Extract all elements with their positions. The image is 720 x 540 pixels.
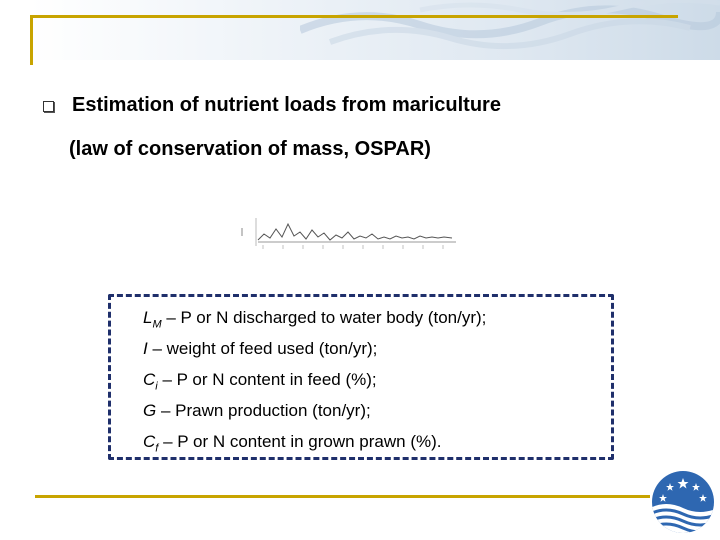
definition-text: – P or N discharged to water body (ton/yr); bbox=[161, 308, 487, 327]
slide-heading: Estimation of nutrient loads from mariculture bbox=[72, 94, 501, 116]
subscript: i bbox=[155, 380, 158, 393]
symbol: G bbox=[143, 401, 157, 420]
definition-text: – weight of feed used (ton/yr); bbox=[147, 339, 378, 358]
subscript: f bbox=[155, 442, 159, 455]
gold-rule-left bbox=[30, 15, 33, 65]
symbol: C bbox=[143, 432, 156, 451]
definition-text: – Prawn production (ton/yr); bbox=[156, 401, 371, 420]
wave-pattern-decoration bbox=[300, 0, 720, 50]
definition-text: – P or N content in grown prawn (%). bbox=[158, 432, 442, 451]
gold-rule-bottom bbox=[35, 495, 650, 498]
definition-i bbox=[143, 339, 377, 361]
definition-ci bbox=[143, 370, 377, 392]
globe-wave-logo-icon bbox=[648, 470, 718, 534]
header-decoration bbox=[30, 0, 720, 60]
subscript: M bbox=[152, 318, 162, 331]
symbol: I bbox=[143, 339, 148, 358]
symbol: L bbox=[143, 308, 153, 327]
definition-text: – P or N content in feed (%); bbox=[157, 370, 377, 389]
hollow-square-bullet-icon bbox=[43, 101, 54, 112]
definition-g bbox=[143, 401, 371, 423]
definition-cf bbox=[143, 432, 442, 454]
slide-subheading: (law of conservation of mass, OSPAR) bbox=[69, 138, 431, 160]
symbol: C bbox=[143, 370, 156, 389]
definition-lm bbox=[143, 308, 486, 330]
gold-rule-top bbox=[30, 15, 678, 18]
formula-image bbox=[238, 212, 460, 256]
